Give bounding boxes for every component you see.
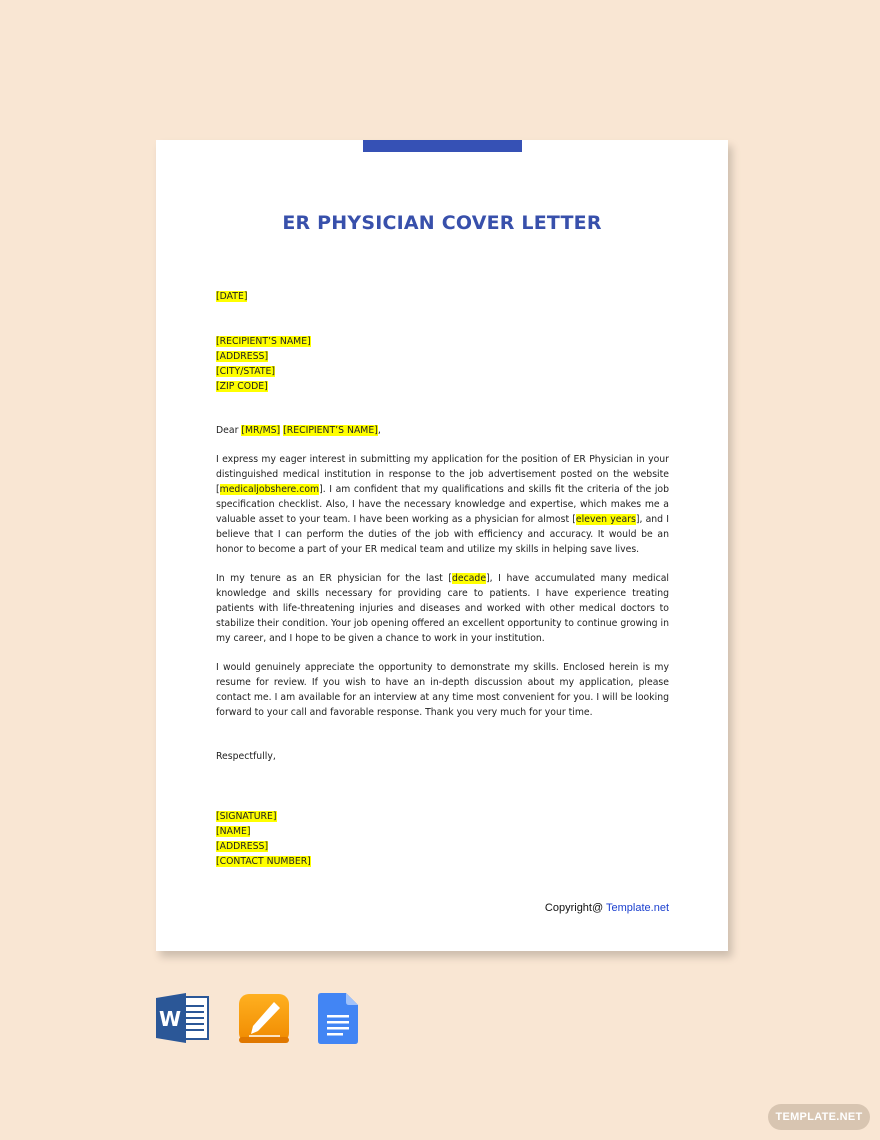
p1-text-2: ]. I am confident that my qualifications and skills fit the criteria of the job specification checklist. Also, I have the necessary knowledge and expertise, which makes me a valuable asset to your team. I have been working as a physician for almost [: [216, 484, 669, 525]
template-net-watermark: TEMPLATE.NET: [768, 1104, 870, 1130]
date-placeholder: [DATE]: [216, 291, 248, 302]
date-line: [216, 289, 669, 304]
greeting-dear: Dear: [216, 425, 242, 436]
sender-name: [NAME]: [216, 826, 251, 837]
copyright-link[interactable]: Template.net: [606, 902, 669, 914]
letter-title: ER PHYSICIAN COVER LETTER: [282, 212, 602, 234]
letter-page: [156, 140, 728, 951]
p2-text-1: In my tenure as an ER physician for the last [: [216, 573, 452, 584]
sender-address: [ADDRESS]: [216, 841, 269, 852]
greeting-name: [RECIPIENT’S NAME]: [283, 425, 378, 436]
paragraph-3: I would genuinely appreciate the opportunity to demonstrate my skills. Enclosed herein is my resume for review. If you wish to have an in-depth discussion about my application, please contact me. I am available for an interview at any time most convenient for you. I will be looking forward to your call and favorable response. Thank you very much for your time.: [216, 662, 669, 718]
sender-signature: [SIGNATURE]: [216, 811, 277, 822]
p2-text-2: ], I have accumulated many medical knowledge and skills necessary for providing care to patients. I have experience treating patients with life-threatening injuries and diseases and worked with other medical doctors to stabilize their condition. Your job opening offered an excellent opportunity to continue growing in my career, and I hope to be given a chance to work in your institution.: [216, 573, 669, 644]
sender-block: [216, 809, 669, 869]
recipient-address: [ADDRESS]: [216, 351, 269, 362]
closing: Respectfully,: [216, 751, 276, 762]
p1-text-1: I express my eager interest in submitting my application for the position of ER Physician in your distinguished medical institution in response to the job advertisement posted on the website [: [216, 454, 669, 495]
p1-text-3: ], and I believe that I can perform the duties of the job with efficiency and accuracy. It would be an honor to become a part of your ER medical team and utilize my skills in helping save lives.: [216, 514, 669, 555]
copyright-label: Copyright@: [544, 902, 607, 914]
recipient-zip: [ZIP CODE]: [216, 381, 268, 392]
svg-text:W: W: [158, 1007, 182, 1031]
header-accent-bar: [363, 140, 522, 152]
paragraph-1: [216, 452, 669, 557]
google-docs-icon[interactable]: [318, 993, 358, 1044]
recipient-block: [216, 334, 669, 394]
recipient-name: [RECIPIENT’S NAME]: [216, 336, 311, 347]
years-placeholder: eleven years: [575, 514, 636, 525]
greeting-title: [MR/MS]: [241, 425, 281, 436]
copyright: [545, 902, 669, 914]
pages-icon[interactable]: [238, 993, 290, 1044]
greeting: [216, 423, 669, 438]
website-placeholder: medicaljobshere.com: [219, 484, 320, 495]
recipient-city-state: [CITY/STATE]: [216, 366, 276, 377]
period-placeholder: decade: [451, 573, 487, 584]
sender-contact: [CONTACT NUMBER]: [216, 856, 311, 867]
greeting-comma: ,: [377, 425, 381, 436]
word-icon[interactable]: [156, 993, 210, 1043]
paragraph-2: [216, 571, 669, 646]
